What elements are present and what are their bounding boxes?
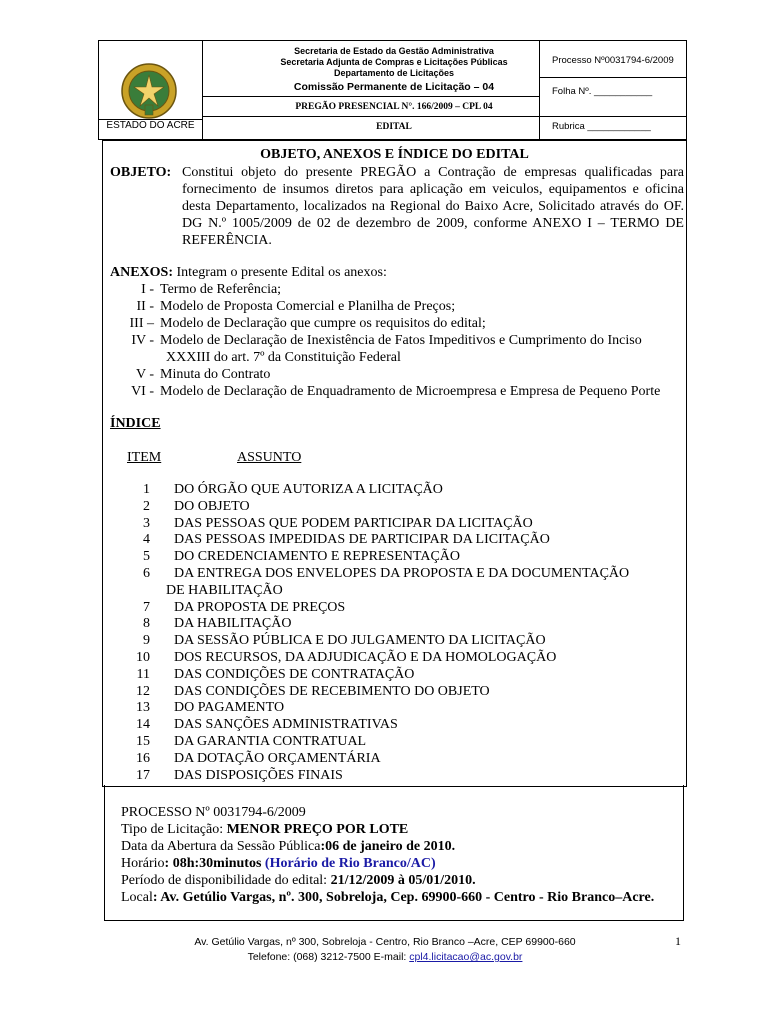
anexo-text: Minuta do Contrato [160, 367, 271, 382]
indice-table [110, 482, 684, 784]
indice-num: 4 [143, 532, 150, 548]
footer-phone: Telefone: (068) 3212-7500 E-mail: [247, 951, 410, 963]
indice-num: 10 [136, 649, 150, 665]
indice-num: 7 [143, 599, 150, 615]
header-pregao: PREGÃO PRESENCIAL N°. 166/2009 – CPL 04 [295, 102, 493, 112]
indice-subject: DA DOTAÇÃO ORÇAMENTÁRIA [174, 750, 381, 766]
indice-subject: DAS SANÇÕES ADMINISTRATIVAS [174, 717, 398, 733]
periodo-label: Período de disponibilidade do edital: [121, 873, 331, 888]
header-secretarias [254, 46, 534, 79]
indice-subject: DO OBJETO [174, 498, 250, 514]
anexos-label: ANEXOS: [110, 265, 174, 280]
document-header [98, 40, 687, 140]
tipo-label: Tipo de Licitação: [121, 822, 224, 837]
indice-subject: DA ENTREGA DOS ENVELOPES DA PROPOSTA E DA DOCUMENTAÇÃO [174, 565, 630, 581]
tipo-value: MENOR PREÇO POR LOTE [223, 822, 409, 837]
horario-value: : 08h:30minutos [164, 856, 265, 871]
anexo-text: Modelo de Declaração de Enquadramento de Microempresa e Empresa de Pequeno Porte [160, 384, 661, 399]
objeto-text: Constitui objeto do presente PREGÃO a Contração de empresas qualificadas para fornecimento de insumos diretos para aplicação em veiculos, equipamentos e oficina desta Departamento, localizados na Regional do Baixo Acre, Solicitado através do OF. DG N.º 1005/2009 de 02 de dezembro de 2009, conforme ANEXO I – TERMO DE REFERÊNCIA. [182, 165, 684, 248]
data-value: :06 de janeiro de 2010. [320, 839, 456, 854]
indice-num: 1 [143, 482, 150, 497]
indice-subject: DOS RECURSOS, DA ADJUDICAÇÃO E DA HOMOLOGAÇÃO [174, 649, 557, 665]
indice-num: 11 [136, 666, 150, 682]
footer-address: Av. Getúlio Vargas, nº 300, Sobreloja - Centro, Rio Branco –Acre, CEP 69900-660 [194, 936, 576, 948]
anexo-num: V - [135, 367, 154, 382]
header-commission: Comissão Permanente de Licitação – 04 [293, 81, 495, 93]
indice-subject: DA PROPOSTA DE PREÇOS [174, 599, 346, 615]
tipo-line [121, 821, 408, 838]
anexo-num: I - [141, 282, 154, 297]
indice-row [110, 499, 684, 516]
indice-num: 6 [143, 565, 150, 581]
indice-num: 15 [136, 733, 150, 749]
horario-note: (Horário de Rio Branco/AC) [264, 856, 436, 871]
anexo-num: VI - [131, 384, 154, 399]
anexos-list [110, 281, 684, 400]
indice-row [110, 633, 684, 650]
indice-subject: DE HABILITAÇÃO [166, 582, 283, 598]
footer-contact [0, 951, 770, 963]
indice-num: 13 [136, 700, 150, 716]
indice-col-item: ITEM [127, 450, 162, 465]
anexo-num [110, 349, 154, 366]
data-line [121, 838, 455, 855]
indice-row [110, 516, 684, 533]
anexo-num: II - [136, 299, 154, 314]
indice-num: 5 [143, 549, 150, 565]
indice-row [110, 650, 684, 667]
indice-row [110, 616, 684, 633]
processo-line: PROCESSO Nº 0031794-6/2009 [121, 805, 306, 820]
indice-row [110, 583, 684, 600]
indice-num: 2 [143, 498, 150, 514]
folha-field: Folha Nº. ___________ [552, 86, 653, 97]
indice-subject: DO ÓRGÃO QUE AUTORIZA A LICITAÇÃO [174, 482, 443, 497]
objeto-paragraph [110, 164, 684, 249]
indice-row [110, 532, 684, 549]
indice-subject: DAS PESSOAS QUE PODEM PARTICIPAR DA LICITAÇÃO [174, 515, 533, 531]
objeto-label: OBJETO: [110, 165, 172, 180]
indice-num: 8 [143, 616, 150, 632]
email-link[interactable]: cpl4.licitacao@ac.gov.br [409, 951, 523, 963]
processo-info-box [104, 785, 684, 921]
indice-subject: DAS PESSOAS IMPEDIDAS DE PARTICIPAR DA LICITAÇÃO [174, 532, 550, 548]
indice-subject: DAS DISPOSIÇÕES FINAIS [174, 767, 343, 783]
indice-row [110, 751, 684, 768]
indice-num: 16 [136, 750, 150, 766]
local-value: : Av. Getúlio Vargas, nº. 300, Sobreloja, Cep. 69900-660 - Centro - Rio Branco–Acre. [152, 890, 655, 905]
indice-row [110, 667, 684, 684]
indice-row [110, 768, 684, 785]
anexo-text: Modelo de Declaração de Inexistência de Fatos Impeditivos e Cumprimento do Inciso [160, 333, 642, 348]
indice-row [110, 700, 684, 717]
indice-row [110, 566, 684, 583]
indice-subject: DAS CONDIÇÕES DE CONTRATAÇÃO [174, 666, 415, 682]
anexo-text: Termo de Referência; [160, 282, 282, 297]
anexos-intro [110, 264, 684, 281]
data-label: Data da Abertura da Sessão Pública [121, 839, 321, 854]
anexo-text: Modelo de Declaração que cumpre os requisitos do edital; [160, 316, 486, 331]
indice-subject: DA GARANTIA CONTRATUAL [174, 733, 367, 749]
indice-num: 9 [143, 633, 150, 649]
horario-label: Horário [121, 856, 165, 871]
header-line-3: Departamento de Licitações [333, 68, 455, 78]
periodo-line [121, 872, 476, 889]
indice-num: 12 [136, 683, 150, 699]
indice-subject: DO PAGAMENTO [174, 700, 285, 716]
indice-row [110, 482, 684, 499]
anexo-text: XXXIII do art. 7º da Constituição Federal [166, 350, 401, 365]
horario-line [121, 855, 436, 872]
indice-num [110, 583, 150, 600]
indice-row [110, 734, 684, 751]
section-title: OBJETO, ANEXOS E ÍNDICE DO EDITAL [260, 147, 529, 162]
indice-subject: DA HABILITAÇÃO [174, 616, 292, 632]
indice-num: 17 [136, 767, 150, 783]
estado-label: ESTADO DO ACRE [106, 120, 195, 131]
indice-row [110, 549, 684, 566]
local-line [121, 889, 654, 906]
header-edital: EDITAL [376, 122, 412, 132]
processo-number: Processo Nº0031794-6/2009 [552, 55, 674, 66]
indice-num: 3 [143, 515, 150, 531]
indice-subject: DO CREDENCIAMENTO E REPRESENTAÇÃO [174, 549, 461, 565]
periodo-value: 21/12/2009 à 05/01/2010. [330, 873, 476, 888]
header-line-1: Secretaria de Estado da Gestão Administrativa [294, 46, 494, 56]
indice-row [110, 600, 684, 617]
indice-title: ÍNDICE [110, 416, 161, 431]
anexo-num: III – [129, 316, 154, 331]
indice-row [110, 717, 684, 734]
anexo-num: IV - [131, 333, 154, 348]
anexos-intro-text: Integram o presente Edital os anexos: [176, 265, 387, 280]
local-label: Local [121, 890, 153, 905]
rubrica-field: Rubrica ____________ [552, 121, 651, 132]
indice-col-assunto: ASSUNTO [237, 450, 302, 465]
header-line-2: Secretaria Adjunta de Compras e Licitações Públicas [280, 57, 508, 67]
indice-subject: DA SESSÃO PÚBLICA E DO JULGAMENTO DA LICITAÇÃO [174, 633, 546, 649]
page-number: 1 [675, 934, 681, 948]
indice-num: 14 [136, 717, 150, 733]
coat-of-arms-logo [119, 61, 179, 121]
anexo-text: Modelo de Proposta Comercial e Planilha de Preços; [160, 299, 456, 314]
indice-subject: DAS CONDIÇÕES DE RECEBIMENTO DO OBJETO [174, 683, 490, 699]
indice-row [110, 684, 684, 701]
